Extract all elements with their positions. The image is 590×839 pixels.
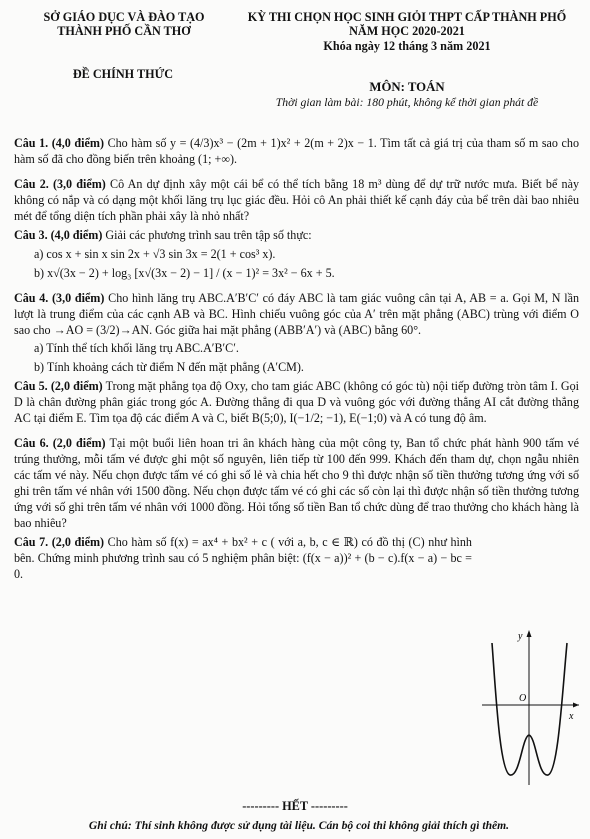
question-1-text: Cho hàm số y = (4/3)x³ − (2m + 1)x² + 2(m + 2)x − 1. Tìm tất cả giá trị của tham số m sao cho hàm số đã cho đồng biến trên khoảng (1; +∞). — [14, 136, 580, 166]
subject-title: MÔN: TOÁN — [369, 80, 445, 94]
y-axis-label: y — [518, 631, 523, 642]
question-3b: b) x√(3x − 2) + log₃ [x√(3x − 2) − 1] / (x − 1)² = 3x² − 6x + 5. — [34, 265, 335, 280]
origin-label: O — [519, 693, 527, 704]
exam-date: Khóa ngày 12 tháng 3 năm 2021 — [323, 38, 491, 53]
time-note: Thời gian làm bài: 180 phút, không kể thời gian phát đề — [275, 96, 539, 109]
question-4b: b) Tính khoảng cách từ điểm N đến mặt phẳng (A′CM). — [34, 360, 304, 375]
question-1-label: Câu 1. (4,0 điểm) — [14, 136, 104, 150]
x-axis-arrow — [573, 703, 579, 708]
question-5-text: Trong mặt phẳng tọa độ Oxy, cho tam giác ABC (không có góc tù) nội tiếp đường tròn tâm I. Gọi D là chân đường phân giác trong góc A. Đường thẳng đi qua D và vuông góc với đường thẳng AI cắt đường thẳng AC tại điểm E. Tìm tọa độ các điểm A và C, biết B(5;0), I(−1/2; −1), E(−1;0) và A có tung độ âm. — [14, 379, 580, 426]
question-4 — [14, 291, 579, 339]
question-3-text: Giải các phương trình sau trên tập số thực: — [105, 227, 312, 242]
footer-note: Ghi chú: Thí sinh không được sử dụng tài liệu. Cán bộ coi thi không giải thích gì thêm. — [88, 819, 510, 832]
question-6-label: Câu 6. (2,0 điểm) — [14, 436, 106, 451]
question-1 — [14, 136, 579, 168]
exam-title: KỲ THI CHỌN HỌC SINH GIỎI THPT CẤP THÀNH PHỐ — [247, 10, 567, 24]
question-5-label: Câu 5. (2,0 điểm) — [14, 379, 103, 394]
x-axis-label: x — [569, 711, 574, 722]
department-header — [14, 10, 234, 39]
question-7-text: Cho hàm số f(x) = ax⁴ + bx² + c ( với a, b, c ∈ ℝ) có đồ thị (C) như hình bên. Chứng minh phương trình sau có 5 nghiệm phân biệt: (f(x − a))² + (b − c).f(x − a) − bc = 0. — [14, 534, 472, 581]
questions-body — [14, 136, 579, 586]
question-5 — [14, 379, 579, 427]
question-7-label: Câu 7. (2,0 điểm) — [14, 534, 105, 549]
question-6 — [14, 436, 579, 532]
y-axis-arrow — [527, 630, 532, 637]
question-2-text: Cô An dự định xây một cái bể có thể tích bằng 18 m³ dùng để dự trữ nước mưa. Biết bể này không có nắp và có dạng một khối lăng trụ lục giác đều. Hỏi cô An phải thiết kế cạnh đáy của bể trên dài bao nhiêu mét để tổng diện tích phần phải xây là nhỏ nhất? — [14, 176, 579, 223]
question-3a: a) cos x + sin x sin 2x + √3 sin 3x = 2(1 + cos³ x). — [34, 246, 276, 261]
quartic-graph — [478, 627, 583, 787]
official-label: ĐỀ CHÍNH THỨC — [72, 67, 174, 81]
question-4a: a) Tính thể tích khối lăng trụ ABC.A′B′C′. — [34, 341, 239, 356]
city-name: THÀNH PHỐ CẦN THƠ — [57, 24, 191, 39]
question-2 — [14, 177, 579, 225]
question-4-text: Cho hình lăng trụ ABC.A′B′C′ có đáy ABC là tam giác vuông cân tại A, AB = a. Gọi M, N lần lượt là trung điểm của các cạnh AB và BC. Hình chiếu vuông góc của A′ trên mặt phẳng (ABC) trùng với điểm O sao cho →AO = (3/2)→AN. Góc giữa hai mặt phẳng (ABB′A′) và (ABC) bằng 60°. — [14, 290, 579, 337]
end-marker: --------- HẾT --------- — [242, 799, 348, 813]
question-3 — [14, 228, 579, 244]
question-4-label: Câu 4. (3,0 điểm) — [14, 290, 105, 305]
question-2-label: Câu 2. (3,0 điểm) — [14, 176, 106, 191]
department-name: SỞ GIÁO DỤC VÀ ĐÀO TẠO — [43, 10, 205, 24]
school-year: NĂM HỌC 2020-2021 — [349, 24, 465, 39]
question-3-label: Câu 3. (4,0 điểm) — [14, 227, 103, 242]
exam-header — [232, 10, 582, 53]
question-7 — [14, 535, 472, 583]
question-6-text: Tại một buổi liên hoan tri ân khách hàng của một công ty, Ban tổ chức phát hành 900 tấm vé trúng thưởng, mỗi tấm vé được ghi một số nguyên, liên tiếp từ 100 đến 999. Khách đến tham dự, chọn ngẫu nhiên các tấm vé này. Nếu chọn được tấm vé có ghi số lẻ và chia hết cho 9 thì được nhận số tiền thưởng tương ứng với số ghi trên tấm vé nhân với 1500 đồng. Nếu chọn được tấm vé có ghi các số còn lại thì được nhận số tiền thưởng tương ứng với số ghi trên tấm vé nhân với 1000 đồng. Hỏi tổng số tiền Ban tổ chức dùng để trao thưởng cho khách hàng là bao nhiêu? — [14, 436, 579, 531]
